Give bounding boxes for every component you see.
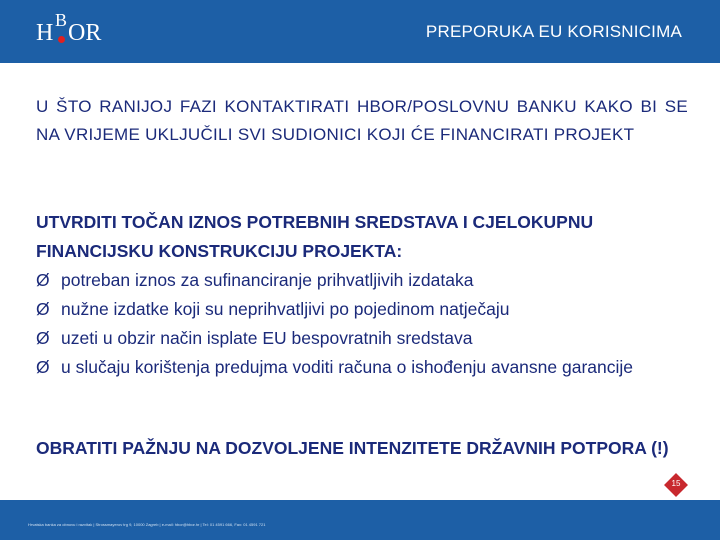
header-bar <box>0 0 720 63</box>
funding-bullets <box>36 266 688 382</box>
bullet-item <box>36 324 688 353</box>
logo-letters-or: OR <box>68 20 102 46</box>
logo-letter-b: B <box>55 10 68 30</box>
arrow-bullet-icon: Ø <box>36 357 50 377</box>
hbor-logo <box>36 12 126 48</box>
slide-title: PREPORUKA EU KORISNICIMA <box>425 22 682 41</box>
bullet-text: potreban iznos za sufinanciranje prihvatljivih izdataka <box>61 270 474 290</box>
footer-bar <box>0 500 720 540</box>
arrow-bullet-icon: Ø <box>36 299 50 319</box>
funding-heading: UTVRDITI TOČAN IZNOS POTREBNIH SREDSTAVA I CJELOKUPNU FINANCIJSKU KONSTRUKCIJU PROJEKTA: <box>36 212 594 261</box>
intro-text: U ŠTO RANIJOJ FAZI KONTAKTIRATI HBOR/POSLOVNU BANKU KAKO BI SE NA VRIJEME UKLJUČILI SVI SUDIONICI KOJI ĆE FINANCIRATI PROJEKT <box>36 97 688 144</box>
arrow-bullet-icon: Ø <box>36 270 50 290</box>
page-number: 15 <box>671 479 681 488</box>
bullet-item <box>36 353 688 382</box>
funding-section <box>36 208 688 382</box>
logo-red-dot <box>58 36 65 43</box>
state-aid-note: OBRATITI PAŽNJU NA DOZVOLJENE INTENZITETE DRŽAVNIH POTPORA (!) <box>36 438 669 458</box>
bullet-text: uzeti u obzir način isplate EU bespovratnih sredstava <box>61 328 473 348</box>
bullet-item <box>36 266 688 295</box>
bullet-text: u slučaju korištenja predujma voditi računa o ishođenju avansne garancije <box>61 357 634 377</box>
footer-contact-text: Hrvatska banka za obnovu i razvitak | Strossmayerov trg 9, 10000 Zagreb | e-mail: hbor@hbor.hr | Tel: 01 4591 666, Fax: 01 4591 721 <box>28 522 266 527</box>
bullet-text: nužne izdatke koji su neprihvatljivi po pojedinom natječaju <box>61 299 510 319</box>
arrow-bullet-icon: Ø <box>36 328 50 348</box>
logo-letter-h: H <box>36 20 54 46</box>
page-number-badge <box>662 471 690 499</box>
bullet-item <box>36 295 688 324</box>
